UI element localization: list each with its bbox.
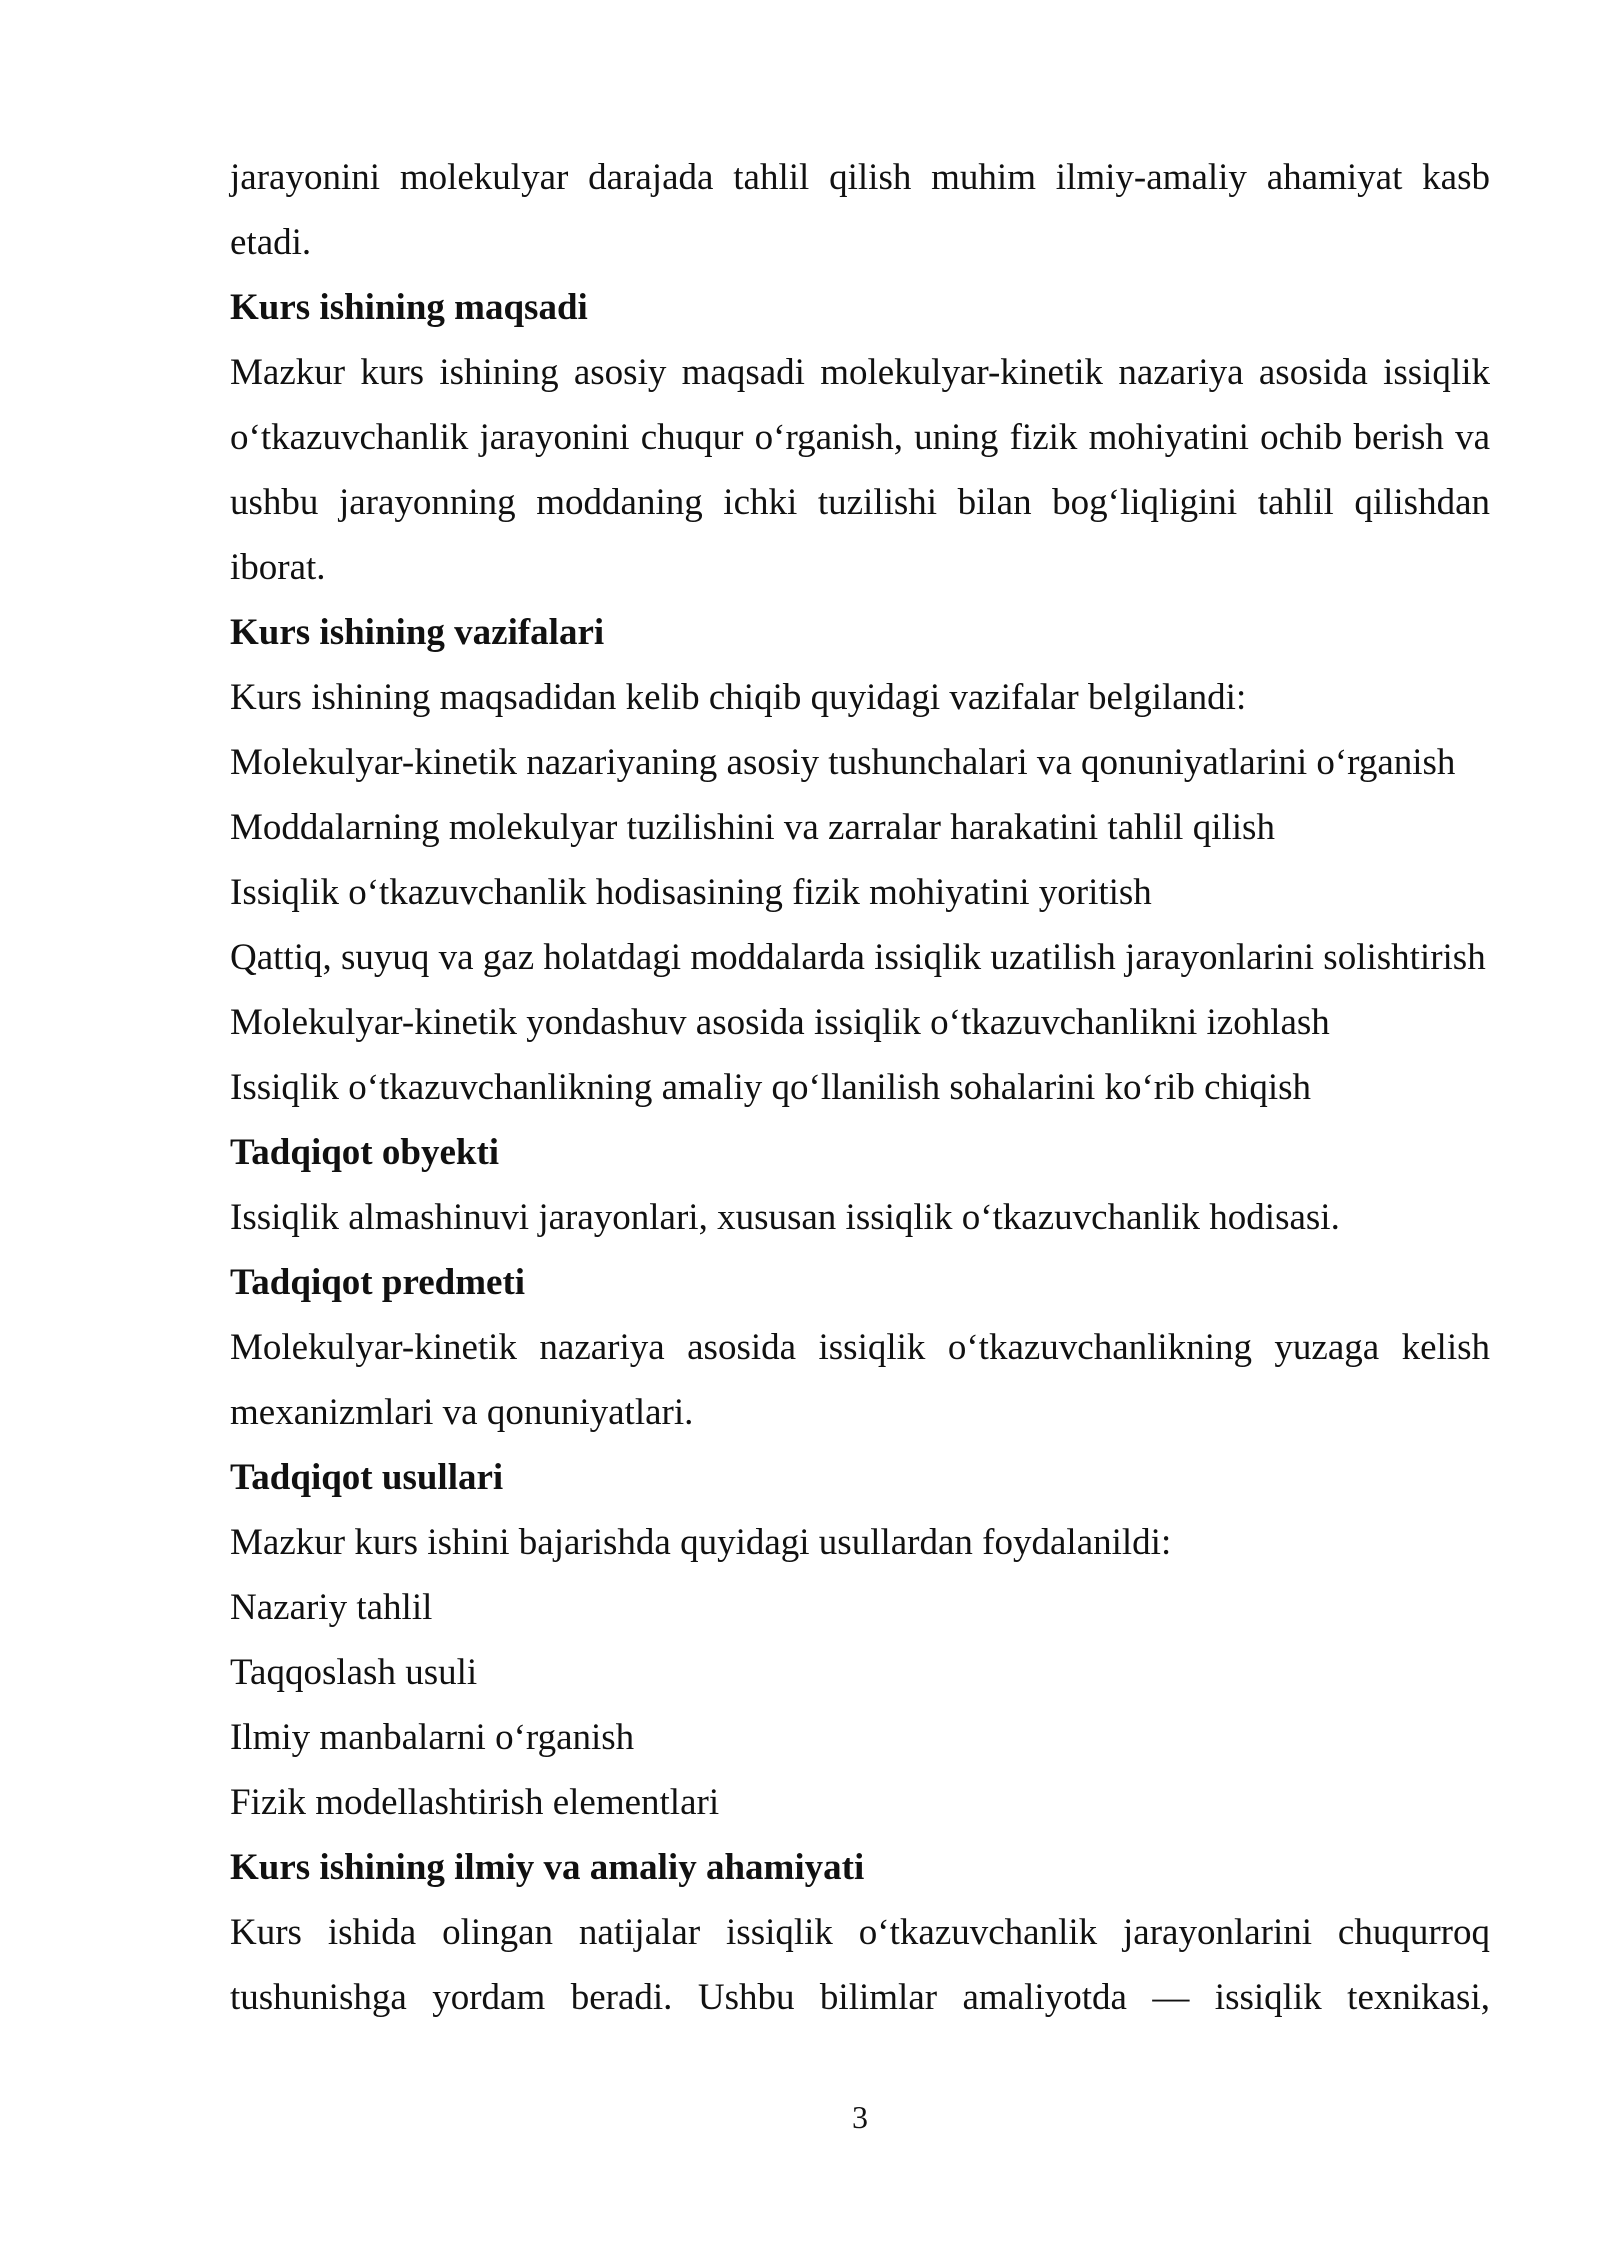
- goal-heading: Kurs ishining maqsadi: [230, 287, 588, 328]
- intro-continuation-paragraph: jarayonini molekulyar darajada tahlil qilish muhim ilmiy-amaliy ahamiyat kasb etadi.: [230, 157, 1490, 263]
- significance-heading: Kurs ishining ilmiy va amaliy ahamiyati: [230, 1847, 865, 1888]
- tasks-heading: Kurs ishining vazifalari: [230, 612, 605, 653]
- significance-paragraph: Kurs ishida olingan natijalar issiqlik o‘tkazuvchanlik jarayonlarini chuqurroq tushunishga yordam beradi. Ushbu bilimlar amaliyotda — issiqlik texnikasi,: [230, 1912, 1490, 2018]
- page-content: [230, 145, 1490, 2030]
- methods-heading: Tadqiqot usullari: [230, 1457, 504, 1498]
- task-item-6: Issiqlik o‘tkazuvchanlikning amaliy qo‘llanilish sohalarini ko‘rib chiqish: [230, 1067, 1312, 1108]
- page-number: 3: [852, 2099, 868, 2135]
- task-item-4: Qattiq, suyuq va gaz holatdagi moddalarda issiqlik uzatilish jarayonlarini solishtirish: [230, 937, 1486, 978]
- task-item-2: Moddalarning molekulyar tuzilishini va zarralar harakatini tahlil qilish: [230, 807, 1275, 848]
- task-item-5: Molekulyar-kinetik yondashuv asosida issiqlik o‘tkazuvchanlikni izohlash: [230, 1002, 1330, 1043]
- method-item-1: Nazariy tahlil: [230, 1587, 433, 1628]
- goal-paragraph: Mazkur kurs ishining asosiy maqsadi molekulyar-kinetik nazariya asosida issiqlik o‘tkazuvchanlik jarayonini chuqur o‘rganish, uning fizik mohiyatini ochib berish va ushbu jarayonning moddaning ichki tuzilishi bilan bog‘liqligini tahlil qilishdan iborat.: [230, 352, 1490, 588]
- tasks-intro: Kurs ishining maqsadidan kelib chiqib quyidagi vazifalar belgilandi:: [230, 677, 1247, 718]
- methods-intro: Mazkur kurs ishini bajarishda quyidagi usullardan foydalanildi:: [230, 1522, 1172, 1563]
- method-item-3: Ilmiy manbalarni o‘rganish: [230, 1717, 635, 1758]
- subject-heading: Tadqiqot predmeti: [230, 1262, 526, 1303]
- method-item-2: Taqqoslash usuli: [230, 1652, 478, 1693]
- subject-paragraph: Molekulyar-kinetik nazariya asosida issiqlik o‘tkazuvchanlikning yuzaga kelish mexanizmlari va qonuniyatlari.: [230, 1327, 1490, 1433]
- task-item-1: Molekulyar-kinetik nazariyaning asosiy tushunchalari va qonuniyatlarini o‘rganish: [230, 742, 1456, 783]
- method-item-4: Fizik modellashtirish elementlari: [230, 1782, 720, 1823]
- task-item-3: Issiqlik o‘tkazuvchanlik hodisasining fizik mohiyatini yoritish: [230, 872, 1152, 913]
- object-heading: Tadqiqot obyekti: [230, 1132, 500, 1173]
- object-paragraph: Issiqlik almashinuvi jarayonlari, xususan issiqlik o‘tkazuvchanlik hodisasi.: [230, 1197, 1340, 1238]
